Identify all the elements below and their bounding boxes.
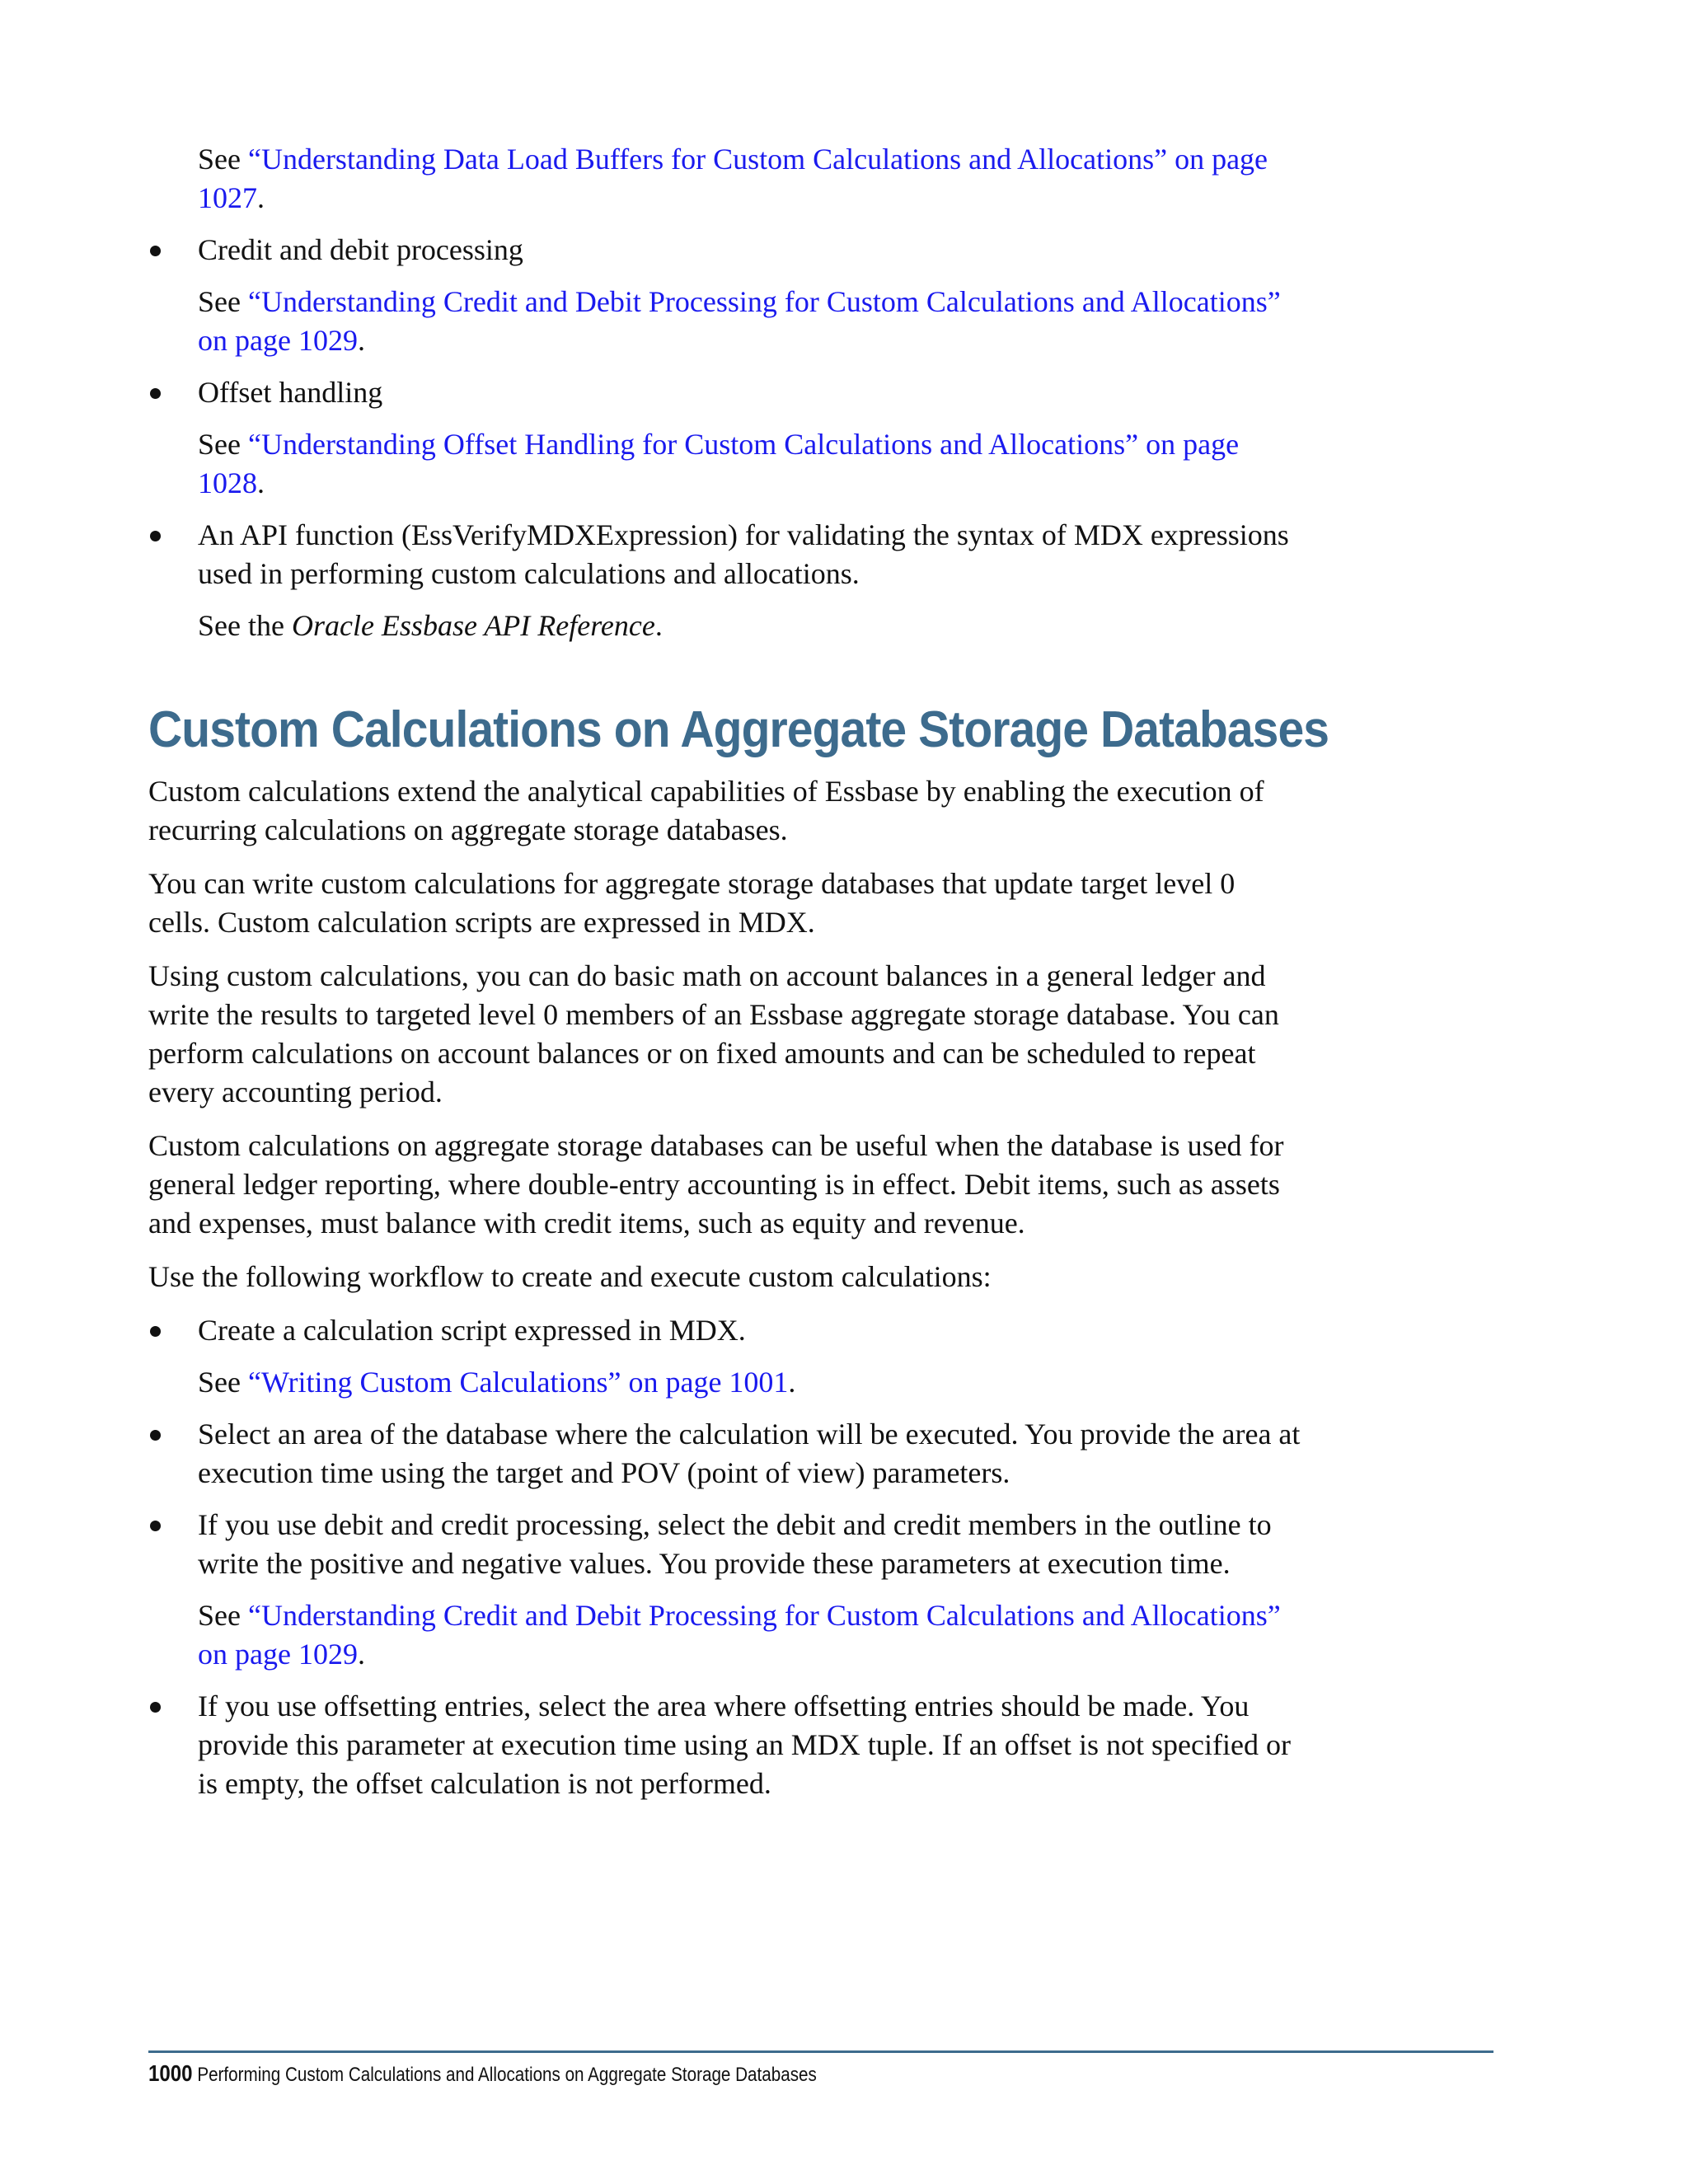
link-data-load-buffers[interactable]: “Understanding Data Load Buffers for Custom Calculations and Allocations” on page 1027 xyxy=(198,143,1268,214)
paragraph: Custom calculations on aggregate storage databases can be useful when the database is used for general ledger reporting, where double-entry accounting is in effect. Debit items, such as assets and expenses, must balance with credit items, such as equity and revenue. xyxy=(148,1129,1284,1240)
list-item-text: If you use offsetting entries, select the area where offsetting entries should be made. You provide this parameter at execution time using an MDX tuple. If an offset is not specified or is empty, the offset calculation is not performed. xyxy=(198,1690,1291,1800)
list-item-offset-handling xyxy=(148,373,1302,412)
list-item-text: Offset handling xyxy=(198,376,383,409)
section-heading: Custom Calculations on Aggregate Storage Databases xyxy=(148,701,1329,758)
see-prefix: See xyxy=(198,428,248,461)
see-suffix: . xyxy=(257,466,265,499)
list-item-text: If you use debit and credit processing, select the debit and credit members in the outline to write the positive and negative values. You provide these parameters at execution time. xyxy=(198,1508,1272,1580)
workflow-item-debit-credit xyxy=(148,1506,1302,1583)
list-item-text: Select an area of the database where the calculation will be executed. You provide the area at execution time using the target and POV (point of view) parameters. xyxy=(198,1418,1301,1489)
paragraph: Using custom calculations, you can do basic math on account balances in a general ledger and write the results to targeted level 0 members of an Essbase aggregate storage database. You can perform calculations on account balances or on fixed amounts and can be scheduled to repeat every accounting period. xyxy=(148,959,1279,1108)
workflow-item-select-area xyxy=(148,1415,1302,1493)
footer-rule xyxy=(148,2050,1493,2053)
workflow-item-create-script xyxy=(148,1311,1302,1350)
list-item-text: Create a calculation script expressed in MDX. xyxy=(198,1314,746,1347)
link-credit-debit-processing[interactable]: “Understanding Credit and Debit Processing for Custom Calculations and Allocations” on page 1029 xyxy=(198,285,1281,357)
link-credit-debit-processing-2[interactable]: “Understanding Credit and Debit Processing for Custom Calculations and Allocations” on page 1029 xyxy=(198,1599,1281,1671)
see-suffix: . xyxy=(357,324,365,357)
see-reference-writing-custom-calculations xyxy=(148,1363,1302,1402)
see-suffix: . xyxy=(788,1366,796,1399)
see-prefix: See xyxy=(198,285,248,318)
paragraph: Custom calculations extend the analytical capabilities of Essbase by enabling the execution of recurring calculations on aggregate storage databases. xyxy=(148,775,1264,846)
see-prefix: See the xyxy=(198,609,292,642)
see-reference-api xyxy=(148,607,1302,645)
list-item-credit-debit xyxy=(148,231,1302,269)
page-content xyxy=(148,140,1329,1816)
list-item-api-function xyxy=(148,516,1302,593)
see-reference-offset-handling xyxy=(148,425,1302,503)
chapter-title: Performing Custom Calculations and Allocations on Aggregate Storage Databases xyxy=(197,2064,817,2086)
list-item-text: An API function (EssVerifyMDXExpression) for validating the syntax of MDX expressions used in performing custom calculations and allocations. xyxy=(198,518,1289,590)
workflow-item-offsetting xyxy=(148,1687,1302,1803)
paragraph: Use the following workflow to create and execute custom calculations: xyxy=(148,1260,992,1293)
page-footer xyxy=(148,2060,817,2088)
see-prefix: See xyxy=(198,143,248,176)
list-item-text: Credit and debit processing xyxy=(198,233,523,266)
see-reference-data-load-buffers xyxy=(148,140,1302,218)
see-suffix: . xyxy=(357,1638,365,1671)
see-suffix: . xyxy=(654,609,663,642)
see-reference-credit-debit-2 xyxy=(148,1596,1302,1674)
link-writing-custom-calculations[interactable]: “Writing Custom Calculations” on page 1001 xyxy=(247,1366,789,1399)
link-offset-handling[interactable]: “Understanding Offset Handling for Custom Calculations and Allocations” on page 1028 xyxy=(198,428,1240,499)
paragraph: You can write custom calculations for aggregate storage databases that update target level 0 cells. Custom calculation scripts are expressed in MDX. xyxy=(148,867,1236,939)
see-reference-credit-debit xyxy=(148,283,1302,360)
api-reference-title: Oracle Essbase API Reference xyxy=(291,609,655,642)
page-number: 1000 xyxy=(148,2060,193,2086)
see-suffix: . xyxy=(257,181,265,214)
see-prefix: See xyxy=(198,1366,248,1399)
see-prefix: See xyxy=(198,1599,248,1632)
